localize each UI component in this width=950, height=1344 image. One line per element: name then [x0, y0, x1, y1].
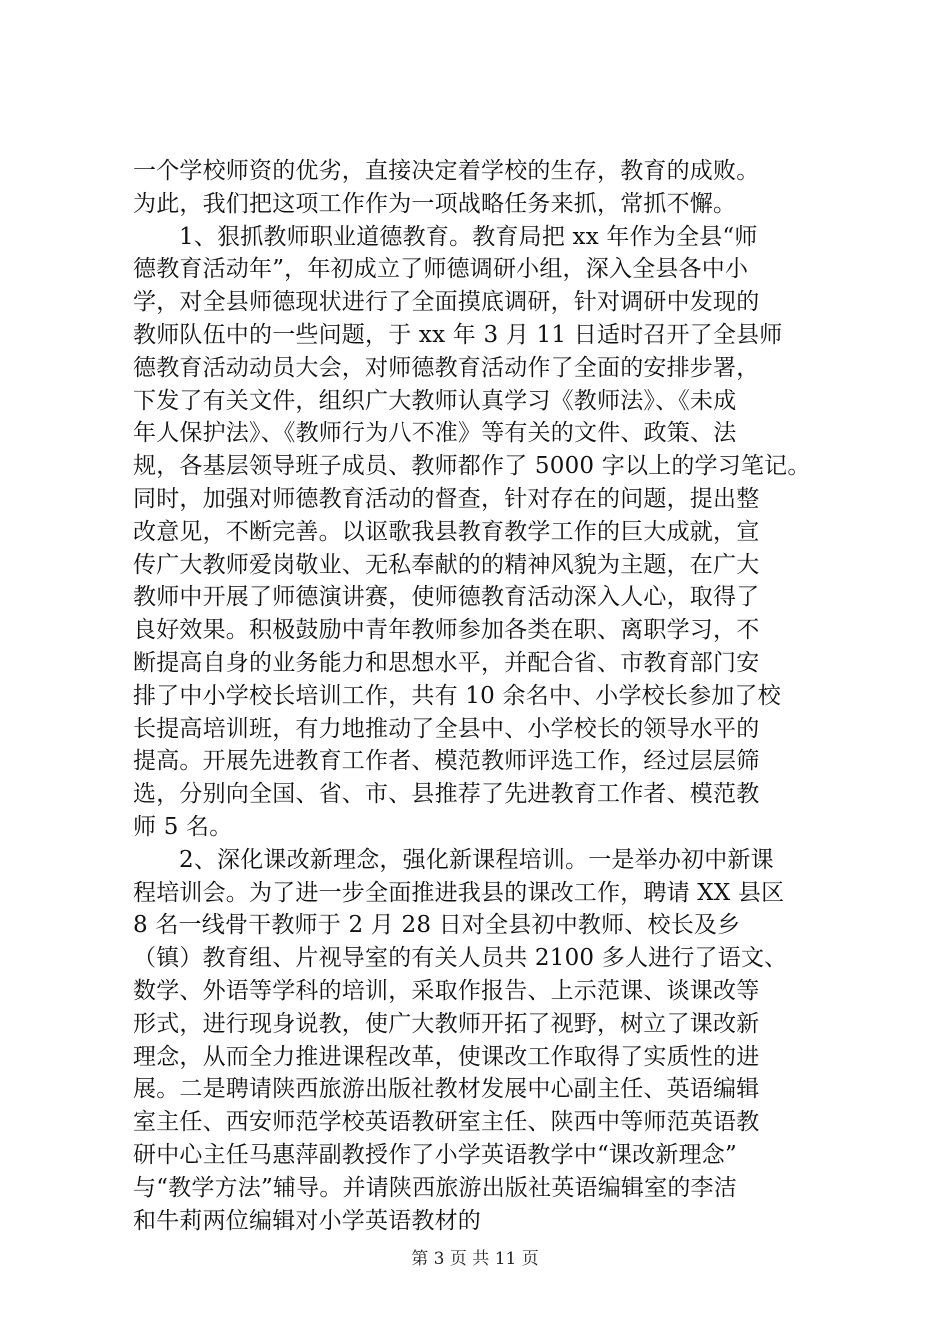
paragraph-2-line-5: 德教育活动动员大会，对师德教育活动作了全面的安排步署，	[133, 354, 760, 381]
paragraph-2-line-15: 排了中小学校长培训工作，共有 10 余名中、小学校长参加了校	[133, 682, 781, 709]
page-number-footer: 第 3 页 共 11 页	[411, 1249, 539, 1269]
paragraph-2-line-13: 良好效果。积极鼓励中青年教师参加各类在职、离职学习，不	[133, 617, 760, 644]
paragraph-1-line-2: 为此，我们把这项工作作为一项战略任务来抓，常抓不懈。	[133, 190, 737, 217]
document-body	[133, 155, 833, 1237]
paragraph-2-line-9: 同时，加强对师德教育活动的督查，针对存在的问题，提出整	[133, 485, 760, 512]
paragraph-2-line-7: 年人保护法》、《教师行为八不准》等有关的文件、政策、法	[133, 420, 737, 447]
paragraph-2-line-8: 规，各基层领导班子成员、教师都作了 5000 字以上的学习笔记。	[133, 453, 811, 480]
paragraph-2-line-4: 教师队伍中的一些问题，于 xx 年 3 月 11 日适时召开了全县师	[133, 321, 783, 348]
paragraph-2-line-10: 改意见，不断完善。以讴歌我县教育教学工作的巨大成就，宣	[133, 518, 760, 545]
paragraph-3-line-10: 研中心主任马惠萍副教授作了小学英语教学中“课改新理念”	[133, 1141, 737, 1168]
paragraph-3-line-12: 和牛莉两位编辑对小学英语教材的	[133, 1207, 481, 1234]
paragraph-2-line-3: 学，对全县师德现状进行了全面摸底调研，针对调研中发现的	[133, 289, 760, 316]
paragraph-2-line-2: 德教育活动年”，年初成立了师德调研小组，深入全县各中小	[133, 256, 749, 283]
paragraph-3-line-1: 2、深化课改新理念，强化新课程培训。一是举办初中新课	[179, 846, 774, 873]
paragraph-3-line-11: 与“教学方法”辅导。并请陕西旅游出版社英语编辑室的李洁	[133, 1174, 737, 1201]
paragraph-2-line-1: 1、狠抓教师职业道德教育。教育局把 xx 年作为全县“师	[179, 223, 758, 250]
paragraph-3-line-8: 展。二是聘请陕西旅游出版社教材发展中心副主任、英语编辑	[133, 1076, 760, 1103]
paragraph-3-line-9: 室主任、西安师范学校英语教研室主任、陕西中等师范英语教	[133, 1109, 760, 1136]
paragraph-2-line-16: 长提高培训班，有力地推动了全县中、小学校长的领导水平的	[133, 715, 760, 742]
paragraph-3-line-3: 8 名一线骨干教师于 2 月 28 日对全县初中教师、校长及乡	[133, 912, 741, 939]
paragraph-2-line-12: 教师中开展了师德演讲赛，使师德教育活动深入人心，取得了	[133, 584, 760, 611]
paragraph-1-line-1: 一个学校师资的优劣，直接决定着学校的生存，教育的成败。	[133, 158, 760, 184]
paragraph-3-line-2: 程培训会。为了进一步全面推进我县的课改工作，聘请 XX 县区	[133, 879, 785, 906]
paragraph-3-line-5: 数学、外语等学科的培训，采取作报告、上示范课、谈课改等	[133, 977, 760, 1004]
paragraph-2-line-19: 师 5 名。	[133, 813, 233, 840]
paragraph-2-line-14: 断提高自身的业务能力和思想水平，并配合省、市教育部门安	[133, 649, 760, 676]
paragraph-3-line-4: （镇）教育组、片视导室的有关人员共 2100 多人进行了语文、	[133, 945, 788, 972]
paragraph-2-line-6: 下发了有关文件，组织广大教师认真学习《教师法》、《未成	[133, 387, 737, 414]
paragraph-2-line-18: 选，分别向全国、省、市、县推荐了先进教育工作者、模范教	[133, 781, 760, 808]
paragraph-2-line-17: 提高。开展先进教育工作者、模范教师评选工作，经过层层筛	[133, 748, 760, 775]
paragraph-3-line-7: 理念，从而全力推进课程改革，使课改工作取得了实质性的进	[133, 1043, 760, 1070]
paragraph-3-line-6: 形式，进行现身说教，使广大教师开拓了视野，树立了课改新	[133, 1010, 760, 1037]
paragraph-2-line-11: 传广大教师爱岗敬业、无私奉献的的精神风貌为主题，在广大	[133, 551, 760, 578]
